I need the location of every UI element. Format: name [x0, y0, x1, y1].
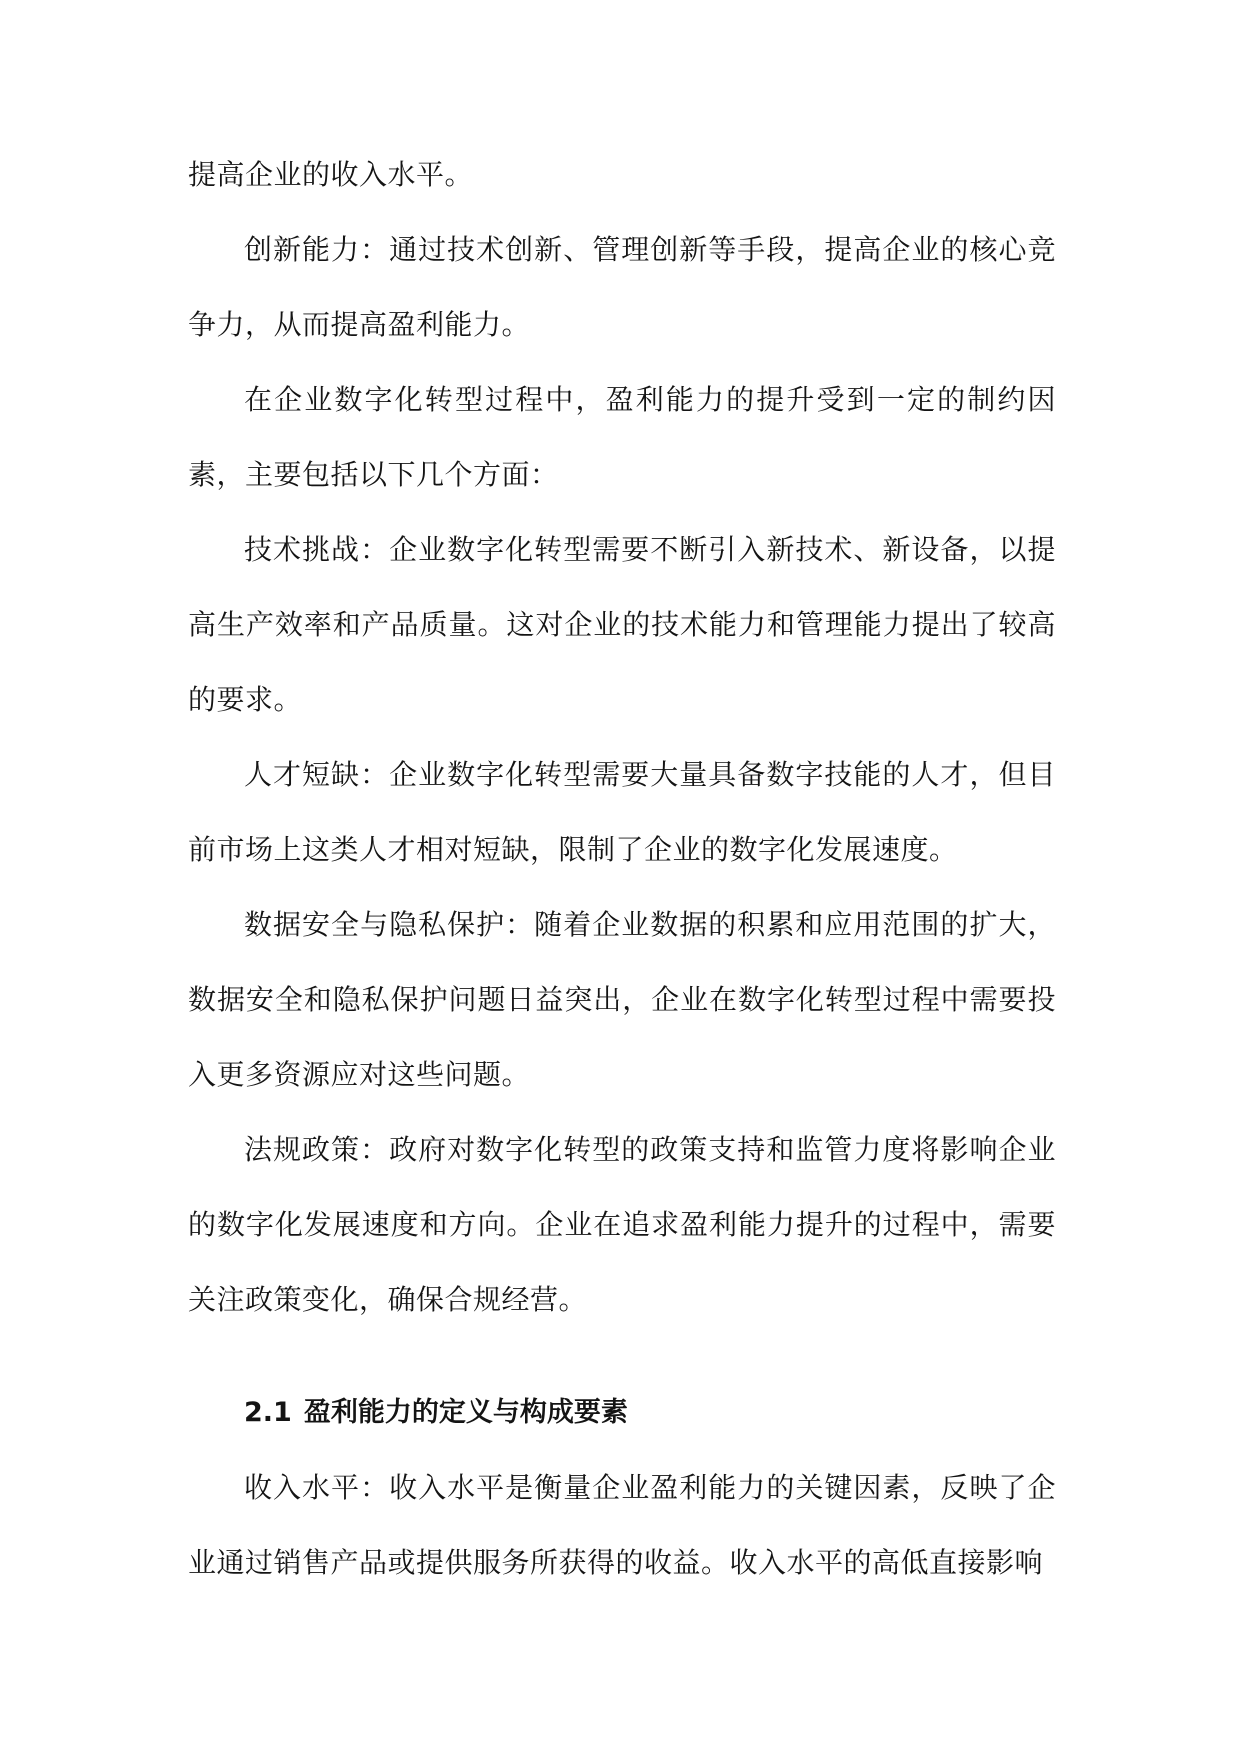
- paragraph-regulation: 法规政策：政府对数字化转型的政策支持和监管力度将影响企业的数字化发展速度和方向。企业在追求盈利能力提升的过程中，需要关注政策变化，确保合规经营。: [188, 1133, 1056, 1316]
- paragraph-revenue-level: 收入水平：收入水平是衡量企业盈利能力的关键因素，反映了企业通过销售产品或提供服务所获得的收益。收入水平的高低直接影响: [188, 1471, 1056, 1579]
- section-title: 盈利能力的定义与构成要素: [303, 1397, 628, 1428]
- paragraph-continuation: 提高企业的收入水平。: [188, 158, 474, 191]
- section-heading: [188, 1375, 1056, 1450]
- section-number: 2.1: [244, 1397, 292, 1428]
- paragraph-constraints-intro: 在企业数字化转型过程中，盈利能力的提升受到一定的制约因素，主要包括以下几个方面：: [188, 383, 1056, 491]
- paragraph-innovation: 创新能力：通过技术创新、管理创新等手段，提高企业的核心竞争力，从而提高盈利能力。: [188, 233, 1056, 341]
- paragraph-data-security: 数据安全与隐私保护：随着企业数据的积累和应用范围的扩大，数据安全和隐私保护问题日益突出，企业在数字化转型过程中需要投入更多资源应对这些问题。: [188, 908, 1056, 1091]
- paragraph-technical-challenge: 技术挑战：企业数字化转型需要不断引入新技术、新设备，以提高生产效率和产品质量。这对企业的技术能力和管理能力提出了较高的要求。: [188, 533, 1056, 716]
- paragraph-talent-shortage: 人才短缺：企业数字化转型需要大量具备数字技能的人才，但目前市场上这类人才相对短缺，限制了企业的数字化发展速度。: [188, 758, 1056, 866]
- document-body: [188, 137, 1056, 1600]
